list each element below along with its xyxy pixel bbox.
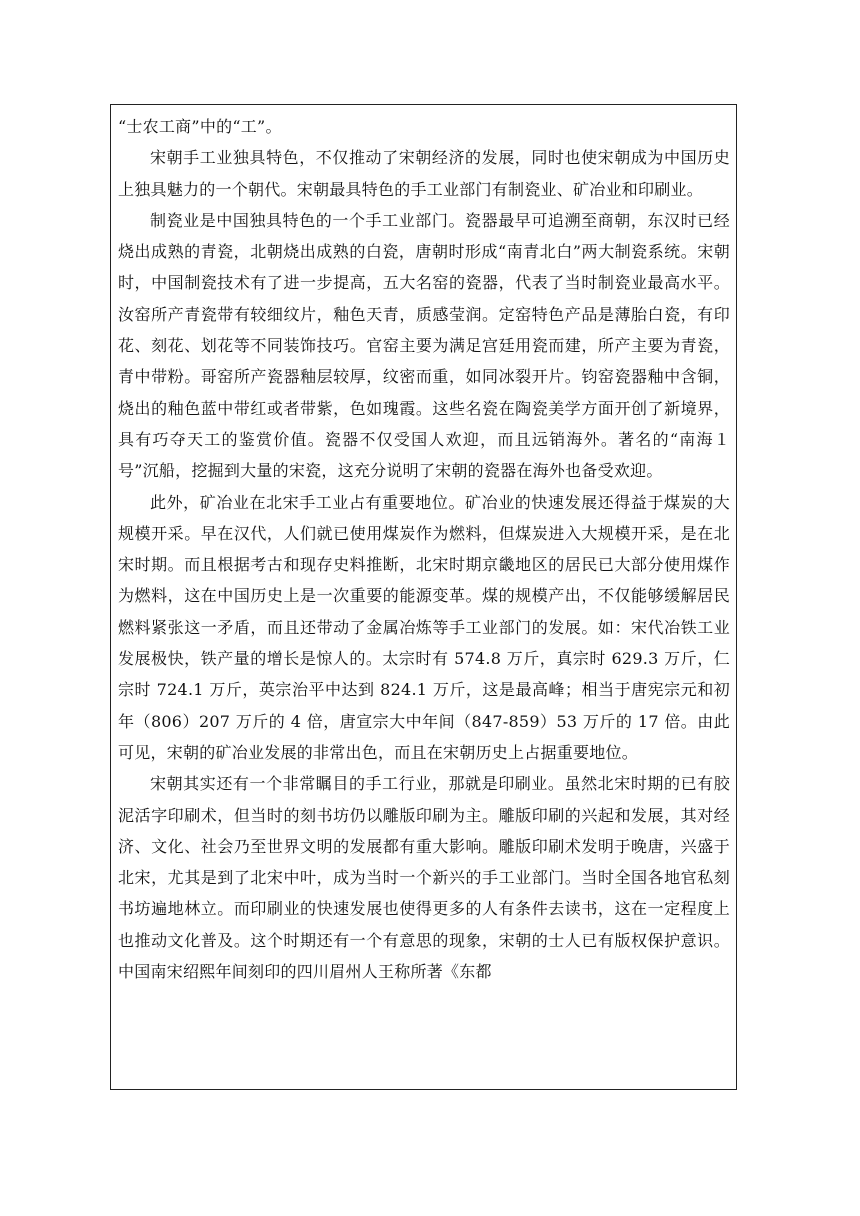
paragraph-porcelain-industry: 制瓷业是中国独具特色的一个手工业部门。瓷器最早可追溯至商朝，东汉时已经烧出成熟的青瓷，北朝烧出成熟的白瓷，唐朝时形成“南青北白”两大制瓷系统。宋朝时，中国制瓷技术有了进一步提高，五大名窑的瓷器，代表了当时制瓷业最高水平。汝窑所产青瓷带有较细纹片，釉色天青，质感莹润。定窑特色产品是薄胎白瓷，有印花、刻花、划花等不同装饰技巧。官窑主要为满足宫廷用瓷而建，所产主要为青瓷，青中带粉。哥窑所产瓷器釉层较厚，纹密而重，如同冰裂开片。钧窑瓷器釉中含铜，烧出的釉色蓝中带红或者带紫，色如瑰霞。这些名瓷在陶瓷美学方面开创了新境界，具有巧夺天工的鉴赏价值。瓷器不仅受国人欢迎，而且远销海外。著名的“南海１号”沉船，挖掘到大量的宋瓷，这充分说明了宋朝的瓷器在海外也备受欢迎。 [118,210,730,481]
paragraph-printing-industry: 宋朝其实还有一个非常瞩目的手工行业，那就是印刷业。虽然北宋时期的已有胶泥活字印刷术，但当时的刻书坊仍以雕版印刷为主。雕版印刷的兴起和发展，其对经济、文化、社会乃至世界文明的发展都有重大影响。雕版印刷术发明于晚唐，兴盛于北宋，尤其是到了北宋中叶，成为当时一个新兴的手工业部门。当时全国各地官私刻书坊遍地林立。而印刷业的快速发展也使得更多的人有条件去读书，这在一定程度上也推动文化普及。这个时期还有一个有意思的现象，宋朝的士人已有版权保护意识。中国南宋绍熙年间刻印的四川眉州人王称所著《东都 [118,774,730,982]
text-frame [110,104,737,1090]
paragraph-mining-metallurgy: 此外，矿冶业在北宋手工业占有重要地位。矿冶业的快速发展还得益于煤炭的大规模开采。早在汉代，人们就已使用煤炭作为燃料，但煤炭进入大规模开采，是在北宋时期。而且根据考古和现存史料推断，北宋时期京畿地区的居民已大部分使用煤作为燃料，这在中国历史上是一次重要的能源变革。煤的规模产出，不仅能够缓解居民燃料紧张这一矛盾，而且还带动了金属冶炼等手工业部门的发展。如：宋代冶铁工业发展极快，铁产量的增长是惊人的。太宗时有 574.8 万斤，真宗时 629.3 万斤，仁宗时 724.1 万斤，英宗治平中达到 824.1 万斤，这是最高峰；相当于唐宪宗元和初年（806）207 万斤的 4 倍，唐宣宗大中年间（847-859）53 万斤的 17 倍。由此可见，宋朝的矿冶业发展的非常出色，而且在宋朝历史上占据重要地位。 [118,492,730,762]
document-body [118,111,730,987]
paragraph-continuation: “士农工商”中的“工”。 [118,117,282,136]
paragraph-song-handicraft-intro: 宋朝手工业独具特色，不仅推动了宋朝经济的发展，同时也使宋朝成为中国历史上独具魅力的一个朝代。宋朝最具特色的手工业部门有制瓷业、矿冶业和印刷业。 [118,148,730,199]
